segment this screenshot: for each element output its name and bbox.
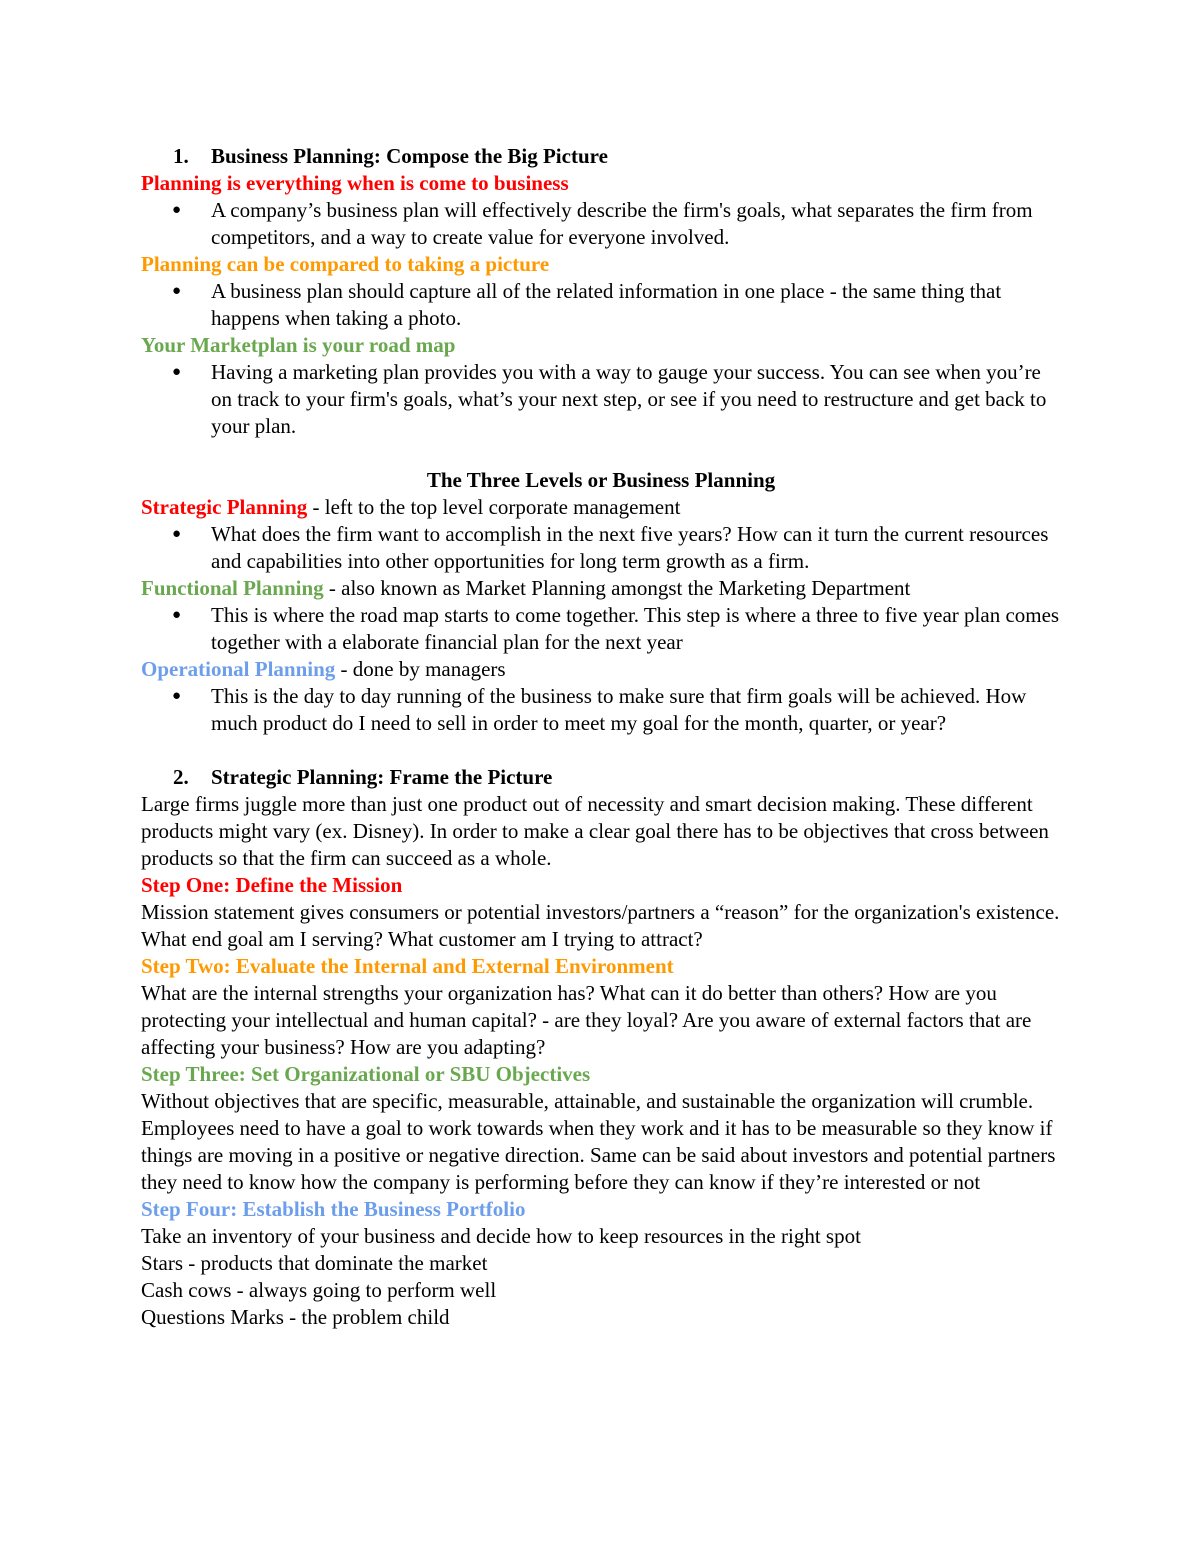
bullet-item: ● This is the day to day running of the business to make sure that firm goals will be achieved. How much product do I need to sell in order to meet my goal for the month, quarter, or year? bbox=[141, 683, 1061, 737]
section-2-number: 2. bbox=[173, 765, 189, 789]
step-two-text: What are the internal strengths your organization has? What can it do better than others? How are you protecting your intellectual and human capital? - are they loyal? Are you aware of external factors that are affecting your business? How are you adapting? bbox=[141, 981, 1032, 1059]
step-four-text: Take an inventory of your business and decide how to keep resources in the right spot bbox=[141, 1224, 861, 1248]
subheading-taking-picture: Planning can be compared to taking a picture bbox=[141, 252, 550, 276]
subheading-road-map: Your Marketplan is your road map bbox=[141, 333, 456, 357]
step-four-heading: Step Four: Establish the Business Portfolio bbox=[141, 1197, 526, 1221]
portfolio-line-cash-cows: Cash cows - always going to perform well bbox=[141, 1278, 497, 1302]
level-desc: - left to the top level corporate management bbox=[307, 495, 681, 519]
bullet-list bbox=[141, 278, 1061, 332]
section-2-title: Strategic Planning: Frame the Picture bbox=[211, 765, 553, 789]
subheading-planning-everything: Planning is everything when is come to business bbox=[141, 171, 569, 195]
section-1-title: Business Planning: Compose the Big Picture bbox=[211, 144, 608, 168]
bullet-item: ● Having a marketing plan provides you with a way to gauge your success. You can see when you’re on track to your firm's goals, what’s your next step, or see if you need to restructure and get back to your plan. bbox=[141, 359, 1061, 440]
step-two-heading: Step Two: Evaluate the Internal and External Environment bbox=[141, 954, 674, 978]
bullet-item: ● This is where the road map starts to come together. This step is where a three to five year plan comes together with a elaborate financial plan for the next year bbox=[141, 602, 1061, 656]
step-three-text: Without objectives that are specific, measurable, attainable, and sustainable the organization will crumble. Employees need to have a goal to work towards when they work and it has to be measurable so they know if things are moving in a positive or negative direction. Same can be said about investors and potential partners they need to know how the company is performing before they can know if they’re interested or not bbox=[141, 1089, 1056, 1194]
section-2-intro: Large firms juggle more than just one product out of necessity and smart decision making. These different products might vary (ex. Disney). In order to make a clear goal there has to be objectives that cross between products so that the firm can succeed as a whole. bbox=[141, 792, 1049, 870]
level-name: Operational Planning bbox=[141, 657, 336, 681]
bullet-item: ● A business plan should capture all of the related information in one place - the same thing that happens when taking a photo. bbox=[141, 278, 1061, 332]
spacer bbox=[141, 737, 1061, 764]
bullet-list bbox=[141, 359, 1061, 440]
levels-title: The Three Levels or Business Planning bbox=[426, 468, 776, 492]
section-1-number: 1. bbox=[173, 144, 189, 168]
bullet-list bbox=[141, 602, 1061, 656]
section-2-heading bbox=[141, 764, 1061, 791]
bullet-item: ● A company’s business plan will effectively describe the firm's goals, what separates the firm from competitors, and a way to create value for everyone involved. bbox=[141, 197, 1061, 251]
bullet-list bbox=[141, 683, 1061, 737]
step-three-heading: Step Three: Set Organizational or SBU Objectives bbox=[141, 1062, 591, 1086]
level-name: Strategic Planning bbox=[141, 495, 308, 519]
bullet-item: ● What does the firm want to accomplish in the next five years? How can it turn the current resources and capabilities into other opportunities for long term growth as a firm. bbox=[141, 521, 1061, 575]
bullet-list bbox=[141, 197, 1061, 251]
level-operational bbox=[141, 656, 1061, 683]
portfolio-line-stars: Stars - products that dominate the market bbox=[141, 1251, 488, 1275]
level-desc: - also known as Market Planning amongst the Marketing Department bbox=[323, 576, 911, 600]
portfolio-line-question-marks: Questions Marks - the problem child bbox=[141, 1305, 450, 1329]
spacer bbox=[141, 440, 1061, 467]
level-name: Functional Planning bbox=[141, 576, 324, 600]
bullet-list bbox=[141, 521, 1061, 575]
section-1-heading bbox=[141, 143, 1061, 170]
step-one-heading: Step One: Define the Mission bbox=[141, 873, 403, 897]
level-strategic bbox=[141, 494, 1061, 521]
level-desc: - done by managers bbox=[335, 657, 506, 681]
step-one-text: Mission statement gives consumers or potential investors/partners a “reason” for the organization's existence. What end goal am I serving? What customer am I trying to attract? bbox=[141, 900, 1060, 951]
level-functional bbox=[141, 575, 1061, 602]
